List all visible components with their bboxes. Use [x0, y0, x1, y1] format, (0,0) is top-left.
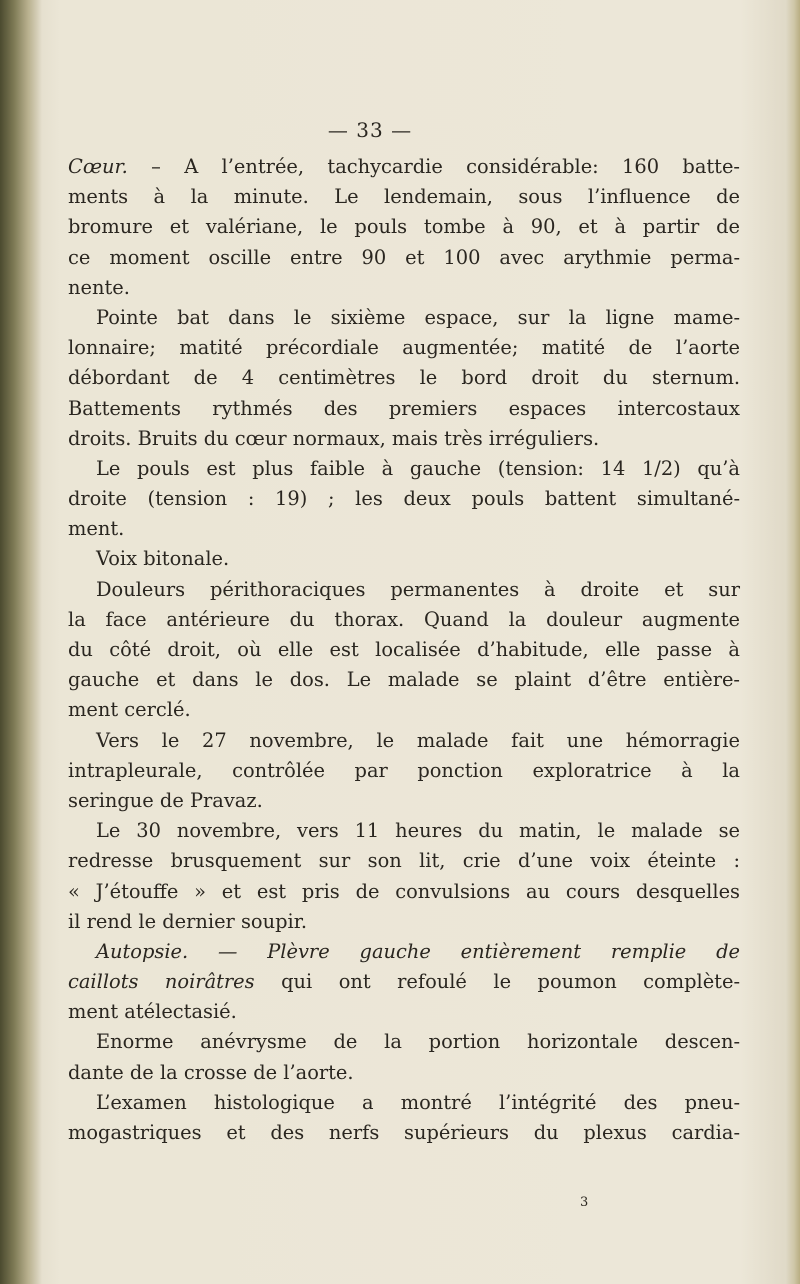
text-line: lonnaire; matité précordiale augmentée; matité de l’aorte: [68, 336, 740, 360]
text-line: « J’étouffe » et est pris de convulsions au cours desquelles: [68, 879, 740, 903]
text-line: la face antérieure du thorax. Quand la douleur augmente: [68, 607, 740, 631]
text-line: débordant de 4 centimètres le bord droit du sternum.: [68, 366, 740, 390]
text-line: ce moment oscille entre 90 et 100 avec arythmie perma-: [68, 245, 740, 269]
text-line: droite (tension : 19) ; les deux pouls battent simultané-: [68, 487, 740, 511]
section-heading-autopsie: Autopsie. — Plèvre gauche entièrement remplie de: [96, 939, 740, 963]
page-number: — 33 —: [327, 118, 413, 142]
signature-mark: 3: [580, 1195, 589, 1210]
text-line: Pointe bat dans le sixième espace, sur la ligne mame-: [96, 305, 740, 329]
text-line: intrapleurale, contrôlée par ponction exploratrice à la: [68, 758, 740, 782]
text-line: il rend le dernier soupir.: [68, 909, 308, 933]
text-line: Enorme anévrysme de la portion horizontale descen-: [96, 1030, 740, 1054]
section-heading-coeur: Cœur.: [68, 155, 128, 178]
text-line: droits. Bruits du cœur normaux, mais très irréguliers.: [68, 426, 600, 450]
text-line: Douleurs périthoraciques permanentes à droite et sur: [96, 577, 740, 601]
text-line: nente.: [68, 275, 130, 299]
text-line: ment.: [68, 517, 125, 541]
text-line: Voix bitonale.: [96, 547, 230, 571]
document-body: [68, 152, 740, 1148]
text-line: Cœur. – A l’entrée, tachycardie considérable: 160 batte-: [68, 155, 740, 178]
text-line: du côté droit, où elle est localisée d’habitude, elle passe à: [68, 638, 740, 661]
text-line: bromure et valériane, le pouls tombe à 90, et à partir de: [68, 215, 740, 239]
text-line: Le 30 novembre, vers 11 heures du matin, le malade se: [96, 819, 740, 843]
text-line: L’examen histologique a montré l’intégrité des pneu-: [96, 1090, 740, 1114]
text-line: dante de la crosse de l’aorte.: [68, 1060, 354, 1084]
text-line: Vers le 27 novembre, le malade fait une hémorragie: [96, 728, 740, 752]
text-line: Le pouls est plus faible à gauche (tension: 14 1/2) qu’à: [96, 456, 740, 480]
text-line: Battements rythmés des premiers espaces intercostaux: [68, 396, 740, 420]
text-line: gauche et dans le dos. Le malade se plaint d’être entière-: [68, 668, 740, 692]
text-line: ment cerclé.: [68, 698, 191, 722]
text-line: ments à la minute. Le lendemain, sous l’influence de: [68, 185, 740, 209]
text-line: caillots noirâtres qui ont refoulé le poumon complète-: [68, 970, 740, 994]
text-line: ment atélectasié.: [68, 1000, 237, 1024]
text-line: mogastriques et des nerfs supérieurs du plexus cardia-: [68, 1121, 740, 1144]
text-line: redresse brusquement sur son lit, crie d’une voix éteinte :: [68, 849, 740, 873]
text-line: seringue de Pravaz.: [68, 788, 263, 812]
page-edge: [786, 0, 800, 1284]
binding-edge-shadow: [0, 0, 42, 1284]
